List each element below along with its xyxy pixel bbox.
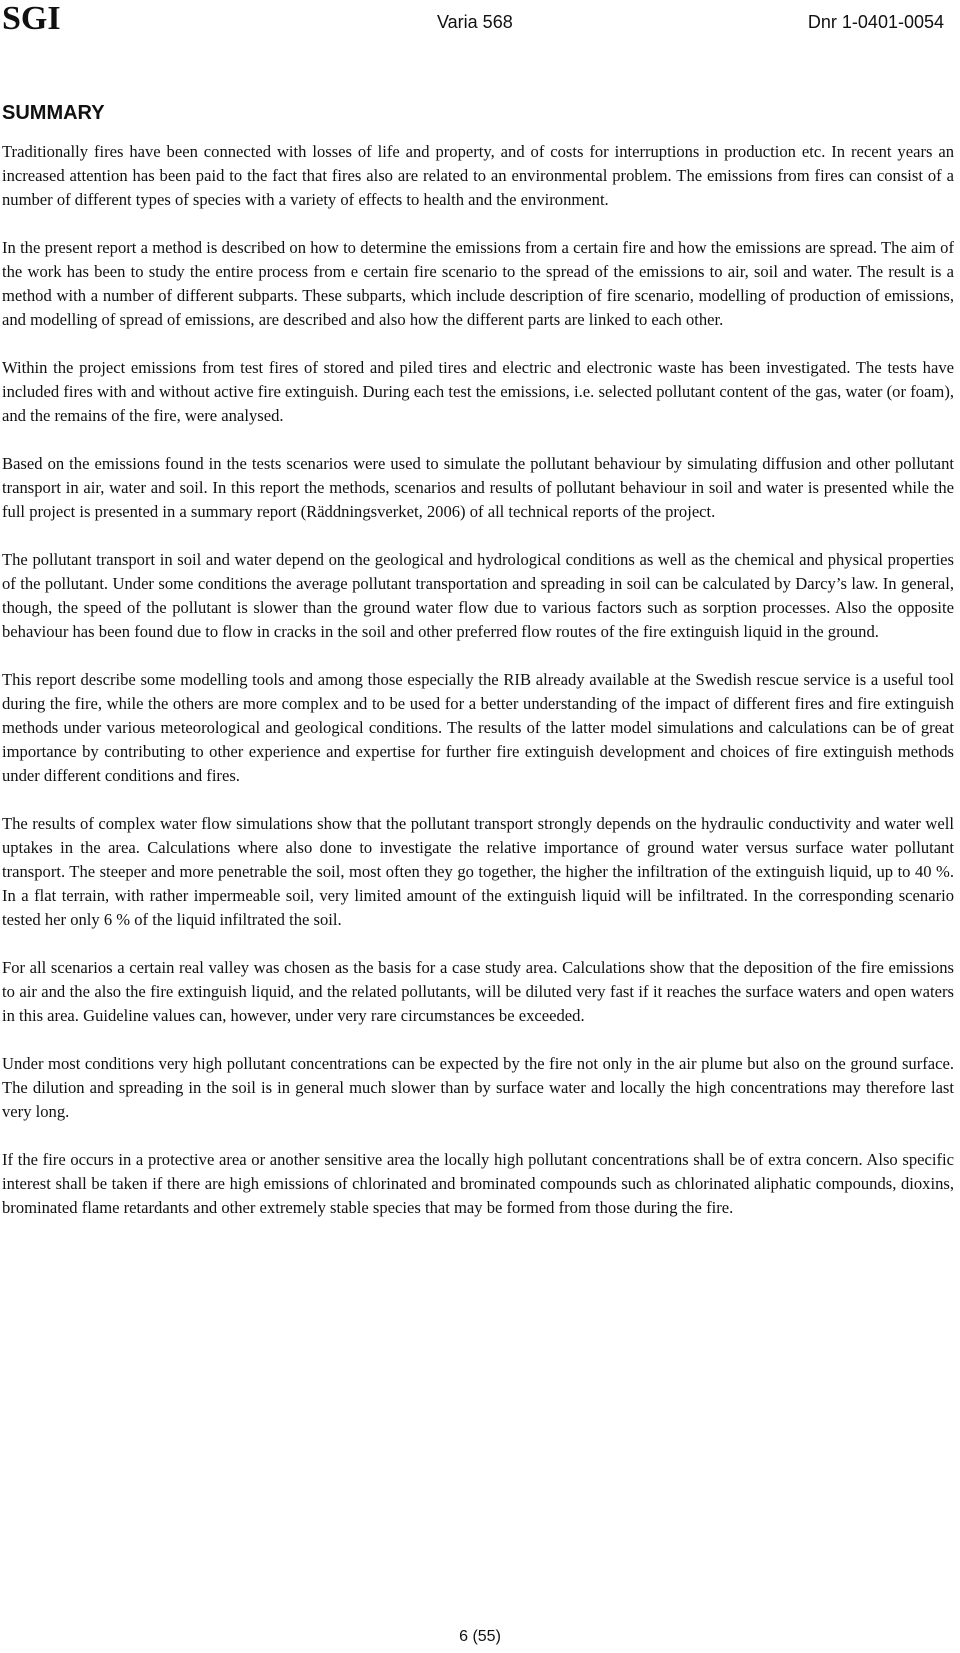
- report-series: Varia 568: [437, 12, 513, 32]
- summary-body: [2, 140, 954, 1244]
- section-heading: SUMMARY: [2, 102, 105, 124]
- paragraph: The results of complex water flow simulations show that the pollutant transport strongly depends on the hydraulic conductivity and water well uptakes in the area. Calculations where also done to investigate the relative importance of ground water versus surface water pollutant transport. The steeper and more penetrable the soil, most often they go together, the higher the infiltration of the extinguish liquid, up to 40 %. In a flat terrain, with rather impermeable soil, very limited amount of the extinguish liquid will be infiltrated. In the corresponding scenario tested her only 6 % of the liquid infiltrated the soil.: [2, 814, 954, 929]
- paragraph: Traditionally fires have been connected with losses of life and property, and of costs for interruptions in production etc. In recent years an increased attention has been paid to the fact that fires also are related to an environmental problem. The emissions from fires can consist of a number of different types of species with a variety of effects to health and the environment.: [2, 142, 954, 209]
- paragraph: Within the project emissions from test fires of stored and piled tires and electric and electronic waste has been investigated. The tests have included fires with and without active fire extinguish. During each test the emissions, i.e. selected pollutant content of the gas, water (or foam), and the remains of the fire, were analysed.: [2, 358, 954, 425]
- paragraph: For all scenarios a certain real valley was chosen as the basis for a case study area. Calculations show that the deposition of the fire emissions to air and the also the fire extinguish liquid, and the related pollutants, will be diluted very fast if it reaches the surface waters and open waters in this area. Guideline values can, however, under very rare circumstances be exceeded.: [2, 958, 954, 1025]
- paragraph: This report describe some modelling tools and among those especially the RIB already available at the Swedish rescue service is a useful tool during the fire, while the others are more complex and to be used for a better understanding of the impact of different fires and fire extinguish methods under various meteorological and geological conditions. The results of the latter model simulations and calculations can be of great importance by contributing to other experience and expertise for further fire extinguish development and choices of fire extinguish methods under different conditions and fires.: [2, 670, 954, 785]
- paragraph: In the present report a method is described on how to determine the emissions from a certain fire and how the emissions are spread. The aim of the work has been to study the entire process from e certain fire scenario to the spread of the emissions to air, soil and water. The result is a method with a number of different subparts. These subparts, which include description of fire scenario, modelling of production of emissions, and modelling of spread of emissions, are described and also how the different parts are linked to each other.: [2, 238, 954, 329]
- paragraph: The pollutant transport in soil and water depend on the geological and hydrological conditions as well as the chemical and physical properties of the pollutant. Under some conditions the average pollutant transportation and spreading in soil can be calculated by Darcy’s law. In general, though, the speed of the pollutant is slower than the ground water flow due to various factors such as sorption processes. Also the opposite behaviour has been found due to flow in cracks in the soil and other preferred flow routes of the fire extinguish liquid in the ground.: [2, 550, 954, 641]
- sgi-logo: SGI: [2, 0, 61, 37]
- paragraph: Based on the emissions found in the tests scenarios were used to simulate the pollutant behaviour by simulating diffusion and other pollutant transport in air, water and soil. In this report the methods, scenarios and results of pollutant behaviour in soil and water is presented while the full project is presented in a summary report (Räddningsverket, 2006) of all technical reports of the project.: [2, 454, 954, 521]
- document-number: Dnr 1-0401-0054: [807, 12, 944, 32]
- page-number: 6 (55): [459, 1628, 501, 1645]
- paragraph: Under most conditions very high pollutant concentrations can be expected by the fire not only in the air plume but also on the ground surface. The dilution and spreading in the soil is in general much slower than by surface water and locally the high concentrations may therefore last very long.: [2, 1054, 954, 1121]
- page-header: [0, 0, 960, 42]
- paragraph: If the fire occurs in a protective area or another sensitive area the locally high pollutant concentrations shall be of extra concern. Also specific interest shall be taken if there are high emissions of chlorinated and brominated compounds such as chlorinated aliphatic compounds, dioxins, brominated flame retardants and other extremely stable species that may be formed from those during the fire.: [2, 1150, 954, 1217]
